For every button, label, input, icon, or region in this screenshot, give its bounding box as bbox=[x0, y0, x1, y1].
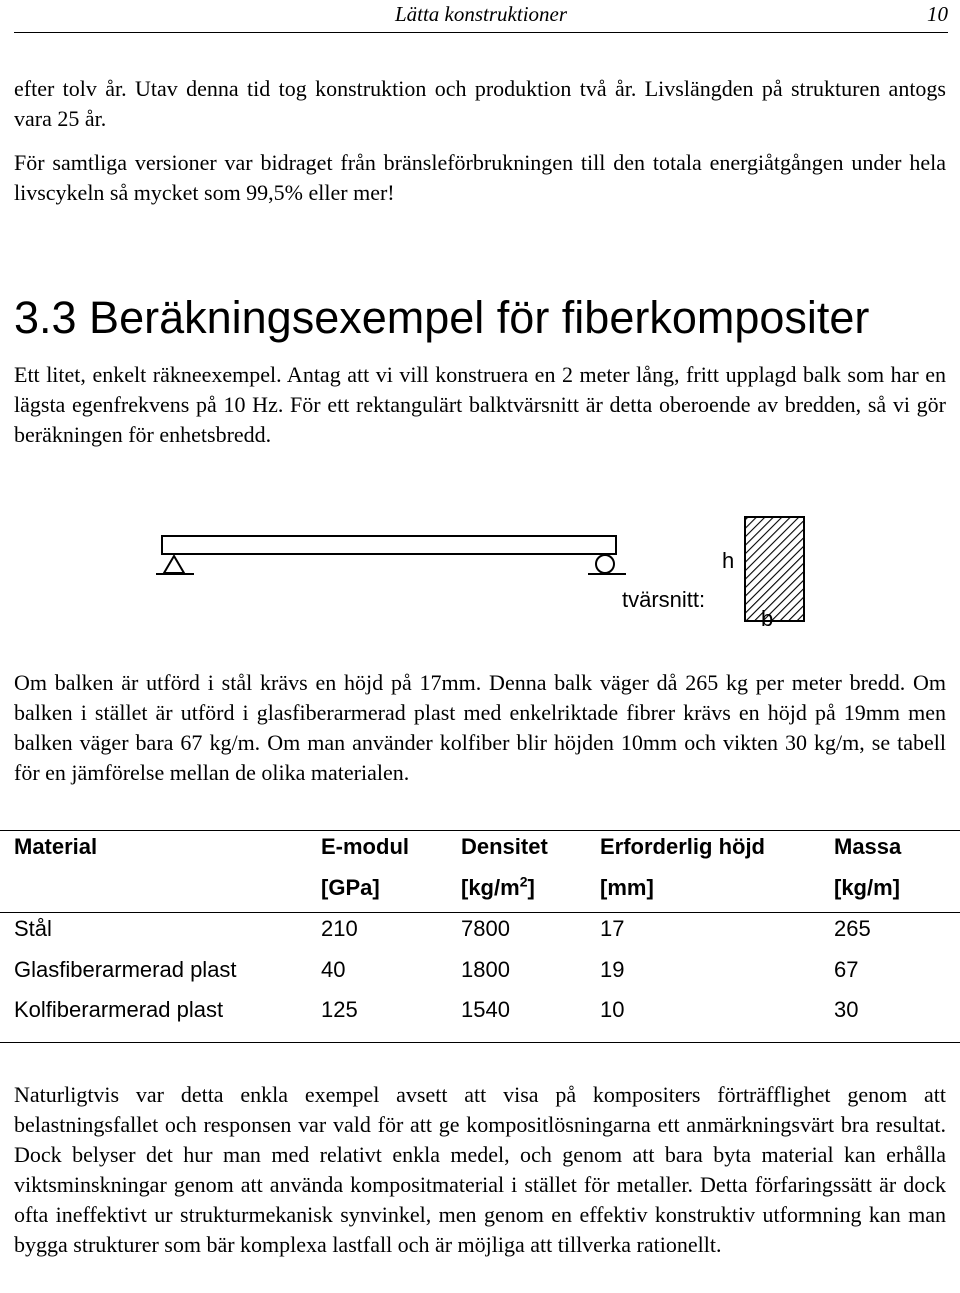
intro-paragraph-1: efter tolv år. Utav denna tid tog konstruktion och produktion två år. Livslängden på strukturen antogs vara 25 år. bbox=[14, 76, 946, 131]
width-label: b bbox=[761, 606, 774, 631]
table-bottom-rule bbox=[0, 1042, 960, 1043]
table-cell-height: 10 bbox=[600, 997, 625, 1022]
page-header bbox=[14, 0, 948, 33]
table-cell-height: 17 bbox=[600, 916, 625, 941]
pin-support-icon bbox=[156, 556, 194, 574]
table-unit-density-base: [kg/m bbox=[461, 875, 520, 900]
table-cell-material: Kolfiberarmerad plast bbox=[14, 997, 224, 1022]
table-top-rule bbox=[0, 830, 960, 831]
table-header-height: Erforderlig höjd bbox=[600, 834, 765, 859]
cross-section bbox=[745, 517, 804, 621]
table-header-rule bbox=[0, 912, 960, 913]
table-cell-material: Stål bbox=[14, 916, 52, 941]
table-cell-density: 7800 bbox=[461, 916, 510, 941]
section-heading: 3.3 Beräkningsexempel för fiberkompositer bbox=[14, 292, 870, 343]
intro-paragraph-2: För samtliga versioner var bidraget från bränsleförbrukningen till den totala energiåtgången under hela livscykeln så mycket som 99,5% eller mer! bbox=[14, 150, 946, 205]
table-header-mass: Massa bbox=[834, 834, 902, 859]
table-cell-mass: 30 bbox=[834, 997, 859, 1022]
running-title: Lätta konstruktioner bbox=[394, 2, 568, 26]
section-paragraph-2: Om balken är utförd i stål krävs en höjd på 17mm. Denna balk väger då 265 kg per meter bredd. Om balken i stället är utförd i glasfiberarmerad plast med enkelriktade fibrer krävs en höjd på 19mm men balken väger bara 67 kg/m. Om man använder kolfiber blir höjden 10mm och vikten 30 kg/m, se tabell för en jämförelse mellan de olika materialen. bbox=[14, 670, 946, 785]
table-cell-material: Glasfiberarmerad plast bbox=[14, 957, 237, 982]
table-header-density: Densitet bbox=[461, 834, 548, 859]
table-unit-density-exponent: 2 bbox=[519, 873, 528, 890]
table-cell-density: 1540 bbox=[461, 997, 510, 1022]
beam-diagram bbox=[0, 500, 960, 650]
table-cell-mass: 265 bbox=[834, 916, 871, 941]
page-number: 10 bbox=[927, 2, 948, 26]
table-header-material: Material bbox=[14, 834, 98, 859]
table-cell-mass: 67 bbox=[834, 957, 859, 982]
section-paragraph-1: Ett litet, enkelt räkneexempel. Antag att vi vill konstruera en 2 meter lång, fritt upplagd balk som har en lägsta egenfrekvens på 10 Hz. För ett rektangulärt balktvärsnitt är detta oberoende av bredden, så vi gör beräkningen för enhetsbredd. bbox=[14, 362, 946, 447]
roller-support-icon bbox=[588, 555, 626, 574]
table-unit-modulus: [GPa] bbox=[321, 875, 380, 900]
table-unit-density bbox=[461, 875, 535, 901]
table-cell-density: 1800 bbox=[461, 957, 510, 982]
table-cell-height: 19 bbox=[600, 957, 625, 982]
height-label: h bbox=[722, 548, 735, 573]
cross-section-label: tvärsnitt: bbox=[622, 587, 706, 612]
table-cell-modulus: 210 bbox=[321, 916, 358, 941]
table-cell-modulus: 40 bbox=[321, 957, 346, 982]
table-unit-mass: [kg/m] bbox=[834, 875, 900, 900]
table-header-modulus: E-modul bbox=[321, 834, 409, 859]
table-unit-density-close: ] bbox=[527, 875, 535, 900]
table-unit-height: [mm] bbox=[600, 875, 654, 900]
table-cell-modulus: 125 bbox=[321, 997, 358, 1022]
beam bbox=[162, 536, 616, 554]
conclusion-paragraph: Naturligtvis var detta enkla exempel avsett att visa på kompositers förträfflighet genom att belastningsfallet och responsen var vald för att ge kompositlösningarna ett anmärkningsvärt bra resultat. Dock belyser det hur man med relativt enkla medel, och genom att bara byta material kan erhålla viktsminskningar genom att använda kompositmaterial i stället för metaller. Detta förfaringssätt är dock ofta ineffektivt ur strukturmekanisk synvinkel, men genom en effektiv konstruktiv utformning kan man bygga strukturer som bär komplexa lastfall och är möjliga att tillverka rationellt. bbox=[14, 1082, 946, 1257]
